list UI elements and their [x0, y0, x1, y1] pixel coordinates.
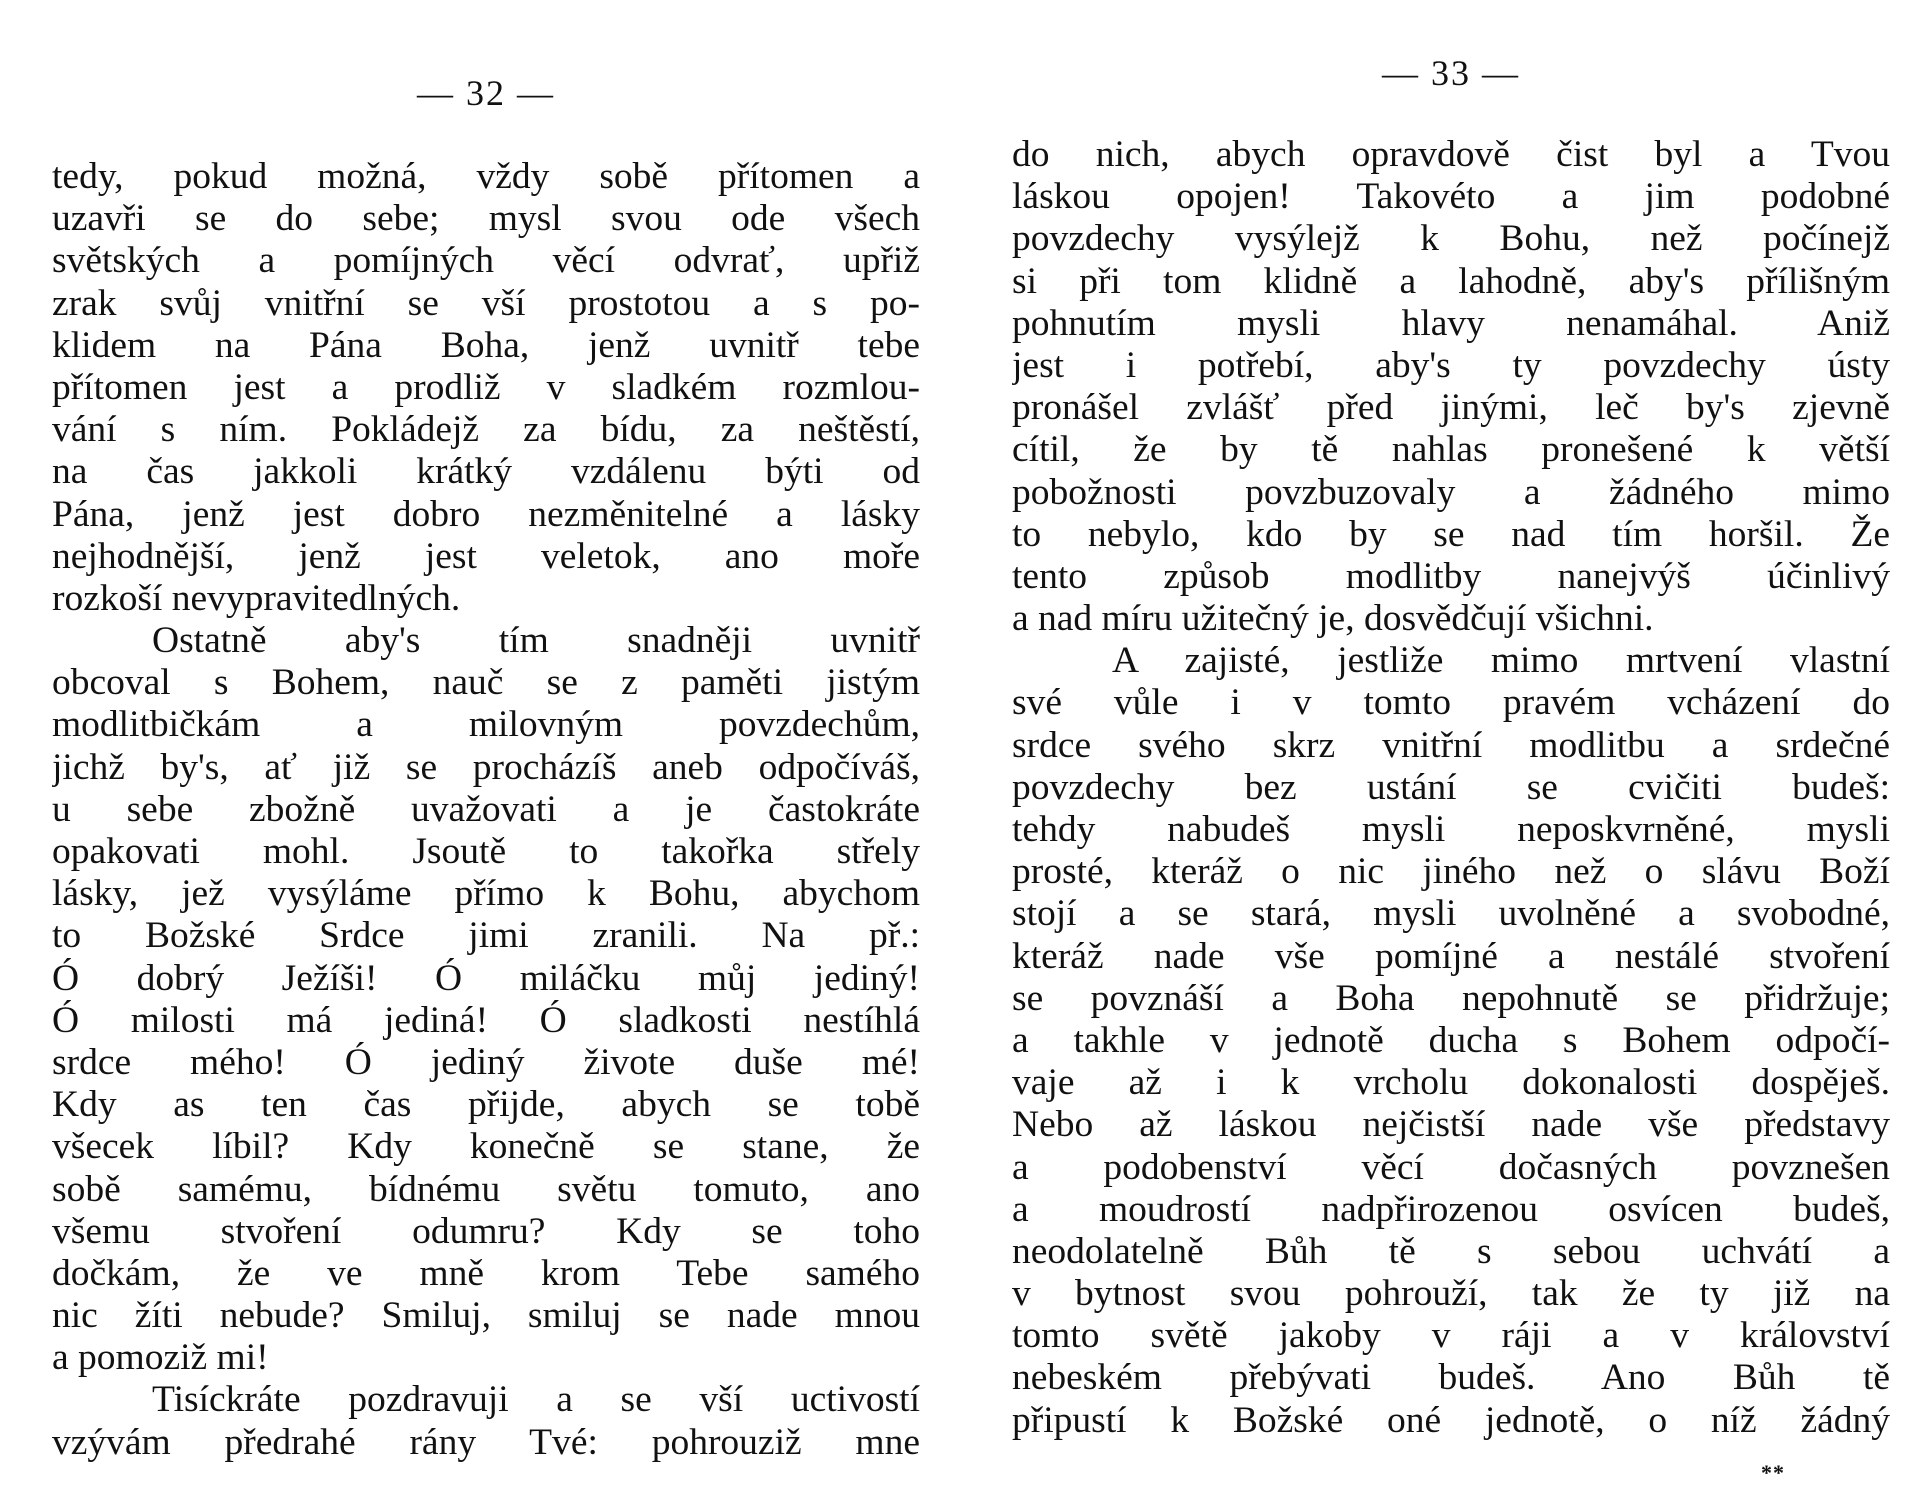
- text-line: přítomen jest a prodliž v sladkém rozmlou-: [52, 366, 920, 408]
- text-line: se povznáší a Boha nepohnutě se přidržuje;: [1012, 977, 1890, 1019]
- text-line: modlitbičkám a milovným povzdechům,: [52, 704, 920, 746]
- text-line: povzdechy vysýlejž k Bohu, než počínejž: [1012, 218, 1890, 260]
- text-line: jichž by's, ať již se procházíš aneb odpočíváš,: [52, 746, 920, 788]
- text-line: své vůle i v tomto pravém vcházení do: [1012, 682, 1890, 724]
- signature-mark: **: [1761, 1460, 1785, 1485]
- text-line: a takhle v jednotě ducha s Bohem odpočí-: [1012, 1019, 1890, 1061]
- text-line: pronášel zvlášť před jinými, leč by's zjevně: [1012, 387, 1890, 429]
- text-line: nic žíti nebude? Smiluj, smiluj se nade mnou: [52, 1295, 920, 1337]
- page-text: [1012, 134, 1890, 1442]
- text-line: tedy, pokud možná, vždy sobě přítomen a: [52, 156, 920, 197]
- text-line: a moudrostí nadpřirozenou osvícen budeš,: [1012, 1188, 1890, 1230]
- text-line: dočkám, že ve mně krom Tebe samého: [52, 1252, 920, 1294]
- text-line: Ó milosti má jediná! Ó sladkosti nestíhlá: [52, 999, 920, 1041]
- text-line: Ó dobrý Ježíši! Ó miláčku můj jediný!: [52, 957, 920, 999]
- text-line: tento způsob modlitby nanejvýš účinlivý: [1012, 555, 1890, 597]
- text-line: Nebo až láskou nejčistší nade vše představy: [1012, 1104, 1890, 1146]
- text-line: si při tom klidně a lahodně, aby's přílišným: [1012, 260, 1890, 302]
- text-line: vaje až i k vrcholu dokonalosti dospěješ.: [1012, 1062, 1890, 1104]
- text-line: láskou opojen! Takovéto a jim podobné: [1012, 176, 1890, 218]
- text-line: a podobenství věcí dočasných povznešen: [1012, 1146, 1890, 1188]
- text-line: Ostatně aby's tím snadněji uvnitř: [152, 620, 920, 662]
- text-line: klidem na Pána Boha, jenž uvnitř tebe: [52, 324, 920, 366]
- text-line: kteráž nade vše pomíjné a nestálé stvoření: [1012, 935, 1890, 977]
- text-line: nebeském přebývati budeš. Ano Bůh tě: [1012, 1357, 1890, 1399]
- text-line: v bytnost svou pohrouží, tak že ty již na: [1012, 1273, 1890, 1315]
- text-line: světských a pomíjných věcí odvrať, upřiž: [52, 240, 920, 282]
- text-line: obcoval s Bohem, nauč se z paměti jistým: [52, 662, 920, 704]
- text-line: jest i potřebí, aby's ty povzdechy ústy: [1012, 344, 1890, 386]
- page-number: — 32 —: [417, 73, 555, 113]
- text-line: opakovati mohl. Jsoutě to takořka střely: [52, 831, 920, 872]
- page-number: — 33 —: [1382, 53, 1520, 93]
- text-line: uzavři se do sebe; mysl svou ode všech: [52, 198, 920, 240]
- text-line: Kdy as ten čas přijde, abych se tobě: [52, 1084, 920, 1126]
- text-line: pohnutím mysli hlavy nenamáhal. Aniž: [1012, 302, 1890, 344]
- text-line: A zajisté, jestliže mimo mrtvení vlastní: [1112, 640, 1890, 682]
- text-line: Pána, jenž jest dobro nezměnitelné a lásky: [52, 493, 920, 535]
- text-line: na čas jakkoli krátký vzdálenu býti od: [52, 451, 920, 493]
- text-line: vzývám předrahé rány Tvé: pohrouziž mne: [52, 1421, 920, 1463]
- text-line: tomto světě jakoby v ráji a v království: [1012, 1315, 1890, 1357]
- text-line: stojí a se stará, mysli uvolněné a svobodné,: [1012, 893, 1890, 935]
- text-line: pobožnosti povzbuzovaly a žádného mimo: [1012, 471, 1890, 513]
- text-line: u sebe zbožně uvažovati a je častokráte: [52, 788, 920, 830]
- text-line: neodolatelně Bůh tě s sebou uchvátí a: [1012, 1230, 1890, 1272]
- text-line: do nich, abych opravdově čist byl a Tvou: [1012, 134, 1890, 175]
- text-line: tehdy nabudeš mysli neposkvrněné, mysli: [1012, 809, 1890, 850]
- text-line: a pomoziž mi!: [52, 1337, 269, 1379]
- text-line: srdce svého skrz vnitřní modlitbu a srdečné: [1012, 724, 1890, 766]
- text-line: prosté, kteráž o nic jiného než o slávu Boží: [1012, 851, 1890, 893]
- page-text: [52, 156, 920, 1464]
- text-line: rozkoší nevypravitedlných.: [52, 577, 461, 619]
- text-line: připustí k Božské oné jednotě, o níž žádný: [1012, 1399, 1890, 1441]
- text-line: to Božské Srdce jimi zranili. Na př.:: [52, 915, 920, 957]
- text-line: všecek líbil? Kdy konečně se stane, že: [52, 1126, 920, 1168]
- text-line: lásky, jež vysýláme přímo k Bohu, abychom: [52, 873, 920, 915]
- text-line: sobě samému, bídnému světu tomuto, ano: [52, 1168, 920, 1210]
- text-line: povzdechy bez ustání se cvičiti budeš:: [1012, 766, 1890, 808]
- text-line: a nad míru užitečný je, dosvědčují všichni.: [1012, 598, 1654, 640]
- text-line: srdce mého! Ó jediný živote duše mé!: [52, 1041, 920, 1083]
- text-line: cítil, že by tě nahlas pronešené k větší: [1012, 429, 1890, 471]
- text-line: Tisíckráte pozdravuji a se vší uctivostí: [152, 1379, 920, 1421]
- text-line: všemu stvoření odumru? Kdy se toho: [52, 1210, 920, 1252]
- text-line: vání s ním. Pokládejž za bídu, za neštěstí,: [52, 409, 920, 451]
- text-line: nejhodnější, jenž jest veletok, ano moře: [52, 535, 920, 577]
- text-line: to nebylo, kdo by se nad tím horšil. Že: [1012, 513, 1890, 555]
- text-line: zrak svůj vnitřní se vší prostotou a s po-: [52, 282, 920, 324]
